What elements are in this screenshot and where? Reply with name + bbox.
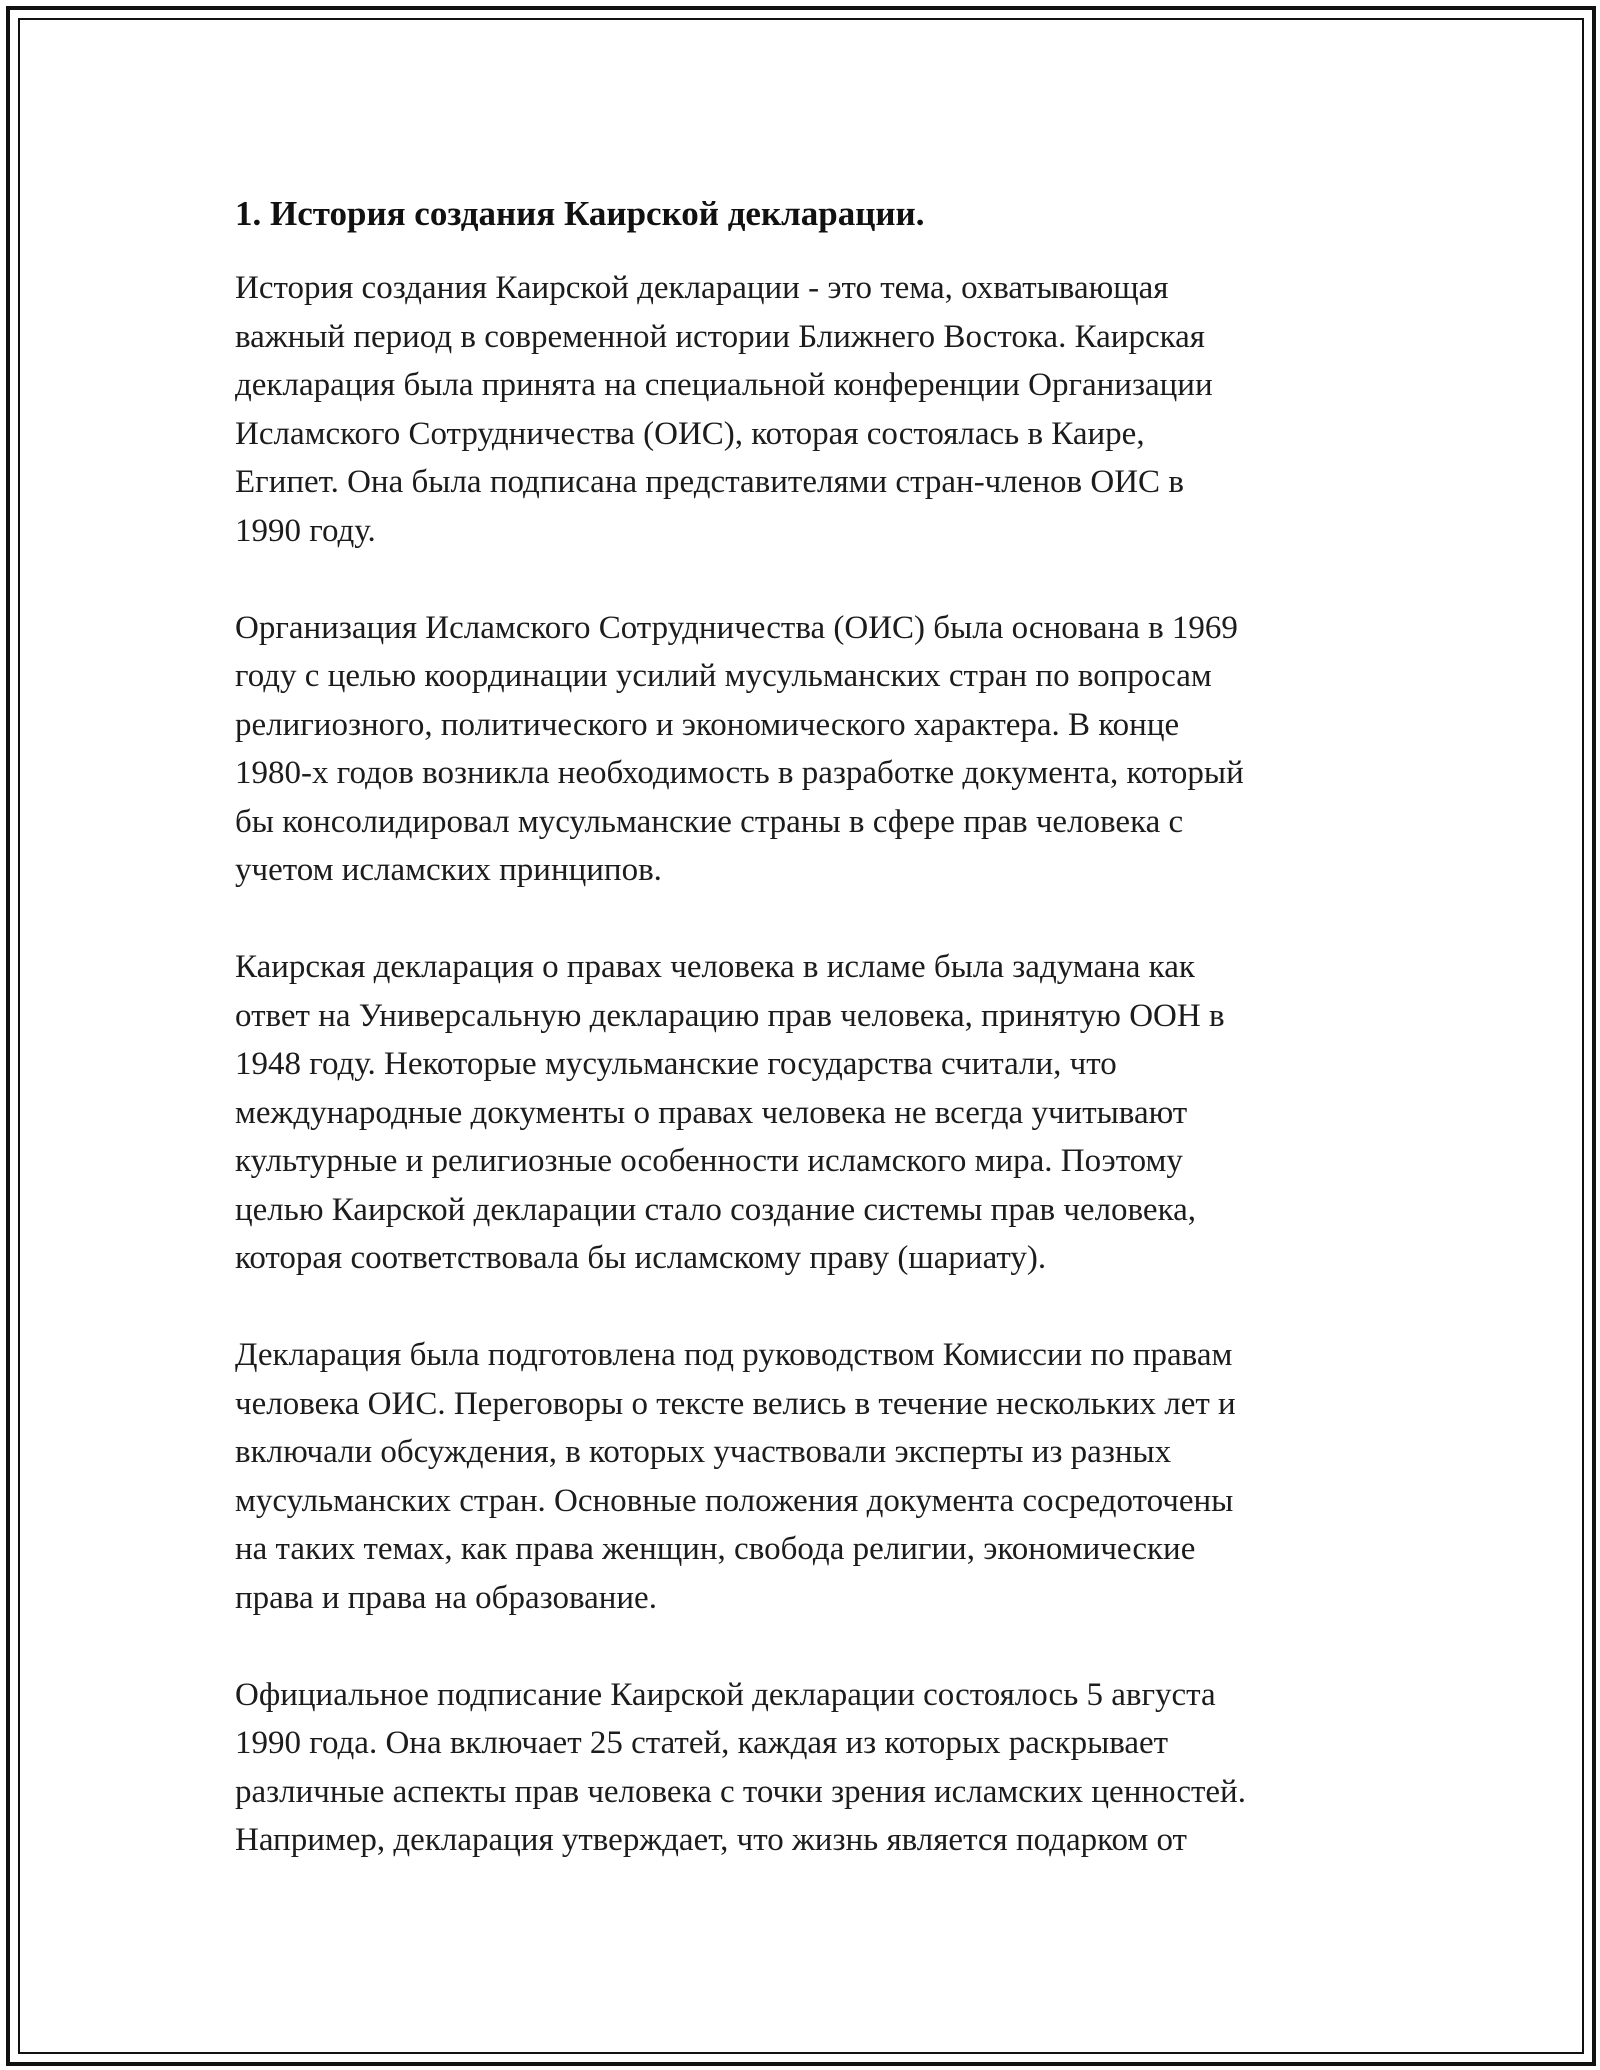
text-line: важный период в современной истории Ближнего Востока. Каирская (235, 318, 1205, 355)
paragraph-3 (235, 943, 1385, 1283)
text-line: международные документы о правах человека не всегда учитывают (235, 1094, 1188, 1131)
paragraph-2 (235, 604, 1385, 895)
text-line: которая соответствовала бы исламскому праву (шариату). (235, 1240, 1047, 1276)
text-line: Например, декларация утверждает, что жизнь является подарком от (235, 1822, 1187, 1858)
text-line: декларация была принята на специальной конференции Организации (235, 367, 1213, 403)
text-line: учетом исламских принципов. (235, 852, 662, 888)
text-line: на таких темах, как права женщин, свобода религии, экономические (235, 1531, 1196, 1567)
text-line: Каирская декларация о правах человека в исламе была задумана как (235, 949, 1195, 985)
text-line: культурные и религиозные особенности исламского мира. Поэтому (235, 1143, 1183, 1179)
section-heading: 1. История создания Каирской декларации. (235, 194, 925, 233)
text-line: Декларация была подготовлена под руководством Комиссии по правам (235, 1337, 1233, 1373)
text-line: ответ на Универсальную декларацию прав человека, принятую ООН в (235, 997, 1225, 1034)
text-line: История создания Каирской декларации - это тема, охватывающая (235, 270, 1169, 306)
document-body (235, 190, 1385, 1913)
text-line: Исламского Сотрудничества (ОИС), которая состоялась в Каире, (235, 415, 1145, 452)
paragraph-5 (235, 1671, 1385, 1865)
text-line: Организация Исламского Сотрудничества (ОИС) была основана в 1969 (235, 609, 1238, 646)
text-line: включали обсуждения, в которых участвовали эксперты из разных (235, 1434, 1172, 1470)
paragraph-1 (235, 264, 1385, 555)
text-line: 1948 году. Некоторые мусульманские государства считали, что (235, 1046, 1117, 1082)
text-line: бы консолидировал мусульманские страны в сфере прав человека с (235, 803, 1184, 840)
text-line: человека ОИС. Переговоры о тексте велись в течение нескольких лет и (235, 1385, 1236, 1422)
paragraph-4 (235, 1331, 1385, 1622)
text-line: Египет. Она была подписана представителями стран-членов ОИС в (235, 464, 1184, 500)
text-line: 1990 года. Она включает 25 статей, каждая из которых раскрывает (235, 1725, 1169, 1761)
text-line: целью Каирской декларации стало создание системы прав человека, (235, 1191, 1196, 1228)
text-line: религиозного, политического и экономического характера. В конце (235, 706, 1180, 743)
text-line: Официальное подписание Каирской декларации состоялось 5 августа (235, 1676, 1216, 1713)
text-line: различные аспекты прав человека с точки зрения исламских ценностей. (235, 1773, 1246, 1810)
text-line: 1990 году. (235, 512, 376, 549)
text-line: году с целью координации усилий мусульманских стран по вопросам (235, 658, 1212, 694)
text-line: 1980-х годов возникла необходимость в разработке документа, который (235, 755, 1244, 791)
text-line: права и права на образование. (235, 1579, 657, 1616)
text-line: мусульманских стран. Основные положения документа сосредоточены (235, 1482, 1234, 1519)
